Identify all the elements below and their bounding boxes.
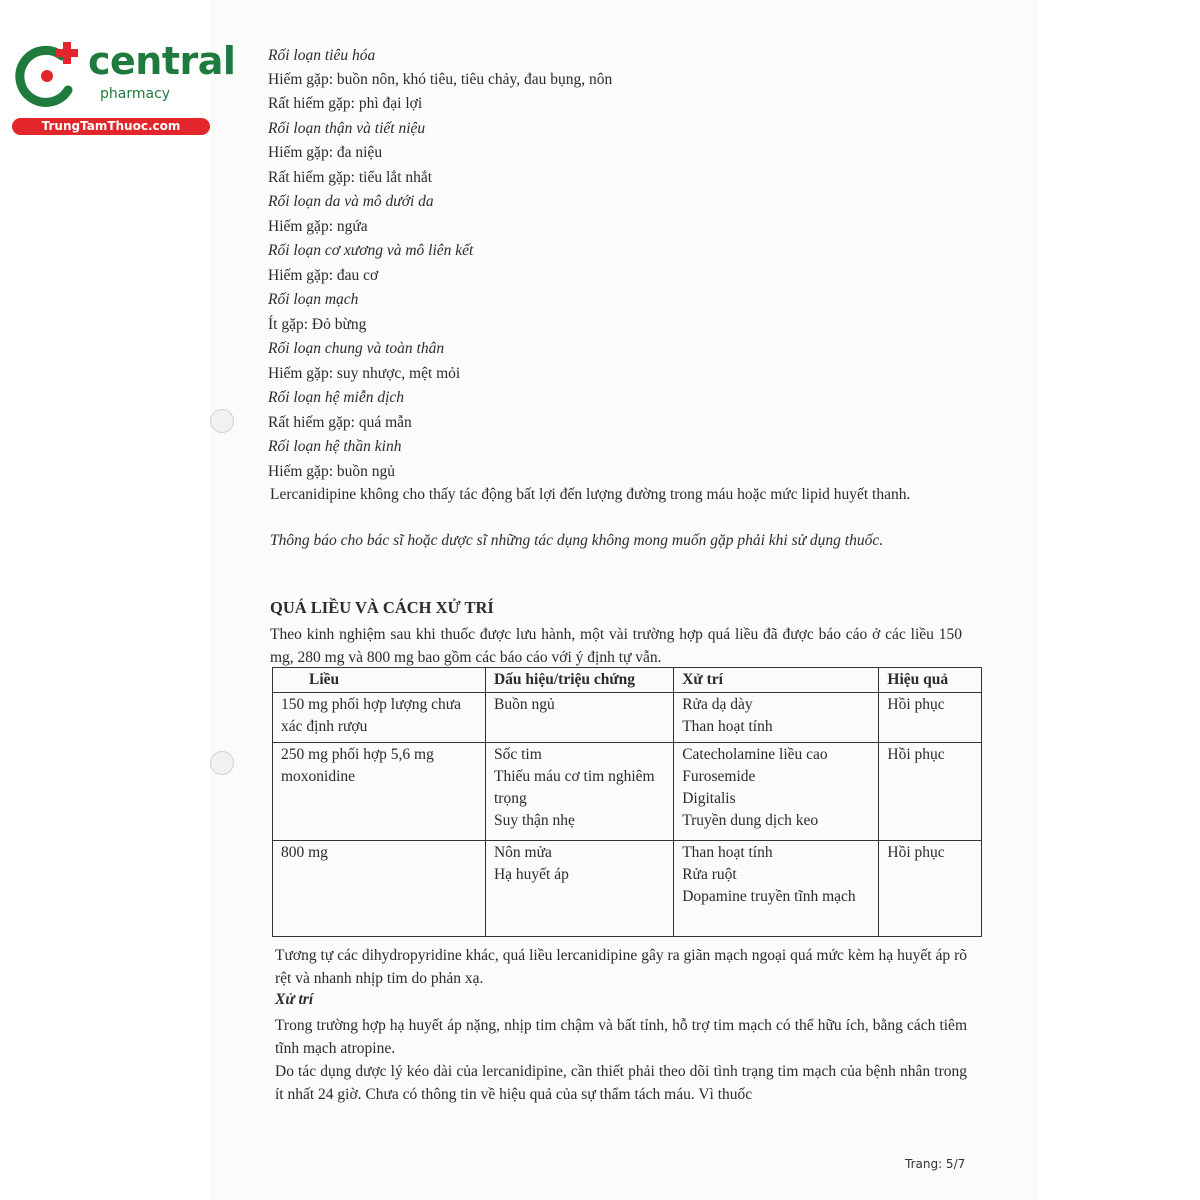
list-item: Rối loạn cơ xương và mô liên kết xyxy=(268,242,474,259)
symptom-item: Nôn mửa xyxy=(493,844,552,861)
dose-cell: 800 mg xyxy=(273,841,486,937)
outcome-cell: Hồi phục xyxy=(879,693,982,743)
list-item: Rối loạn hệ miễn dịch xyxy=(268,389,405,406)
treatment-item: Rửa dạ dày xyxy=(682,696,753,713)
symptoms-cell xyxy=(485,743,673,841)
treatment-paragraph: Trong trường hợp hạ huyết áp nặng, nhịp tim chậm và bất tỉnh, hỗ trợ tim mạch có thể hữu ích, bằng cách tiêm tĩnh mạch atropine. xyxy=(275,1017,967,1057)
logo-subtitle: pharmacy xyxy=(100,86,171,102)
list-item: Rối loạn chung và toàn thân xyxy=(268,340,445,357)
list-item: Rất hiếm gặp: phì đại lợi xyxy=(268,95,423,112)
treatment-cell xyxy=(674,693,879,743)
list-item: Hiếm gặp: đa niệu xyxy=(268,144,383,161)
logo-wordmark: central xyxy=(88,39,236,83)
central-pharmacy-logo[interactable] xyxy=(10,38,236,138)
treatment-item: Furosemide xyxy=(682,768,756,785)
treatment-item: Rửa ruột xyxy=(682,866,737,883)
overdose-heading: QUÁ LIỀU VÀ CÁCH XỬ TRÍ xyxy=(270,598,494,617)
table-row xyxy=(273,693,982,743)
list-item: Hiếm gặp: buồn nôn, khó tiêu, tiêu chảy, đau bụng, nôn xyxy=(268,71,613,88)
treatment-cell xyxy=(674,841,879,937)
list-item: Rất hiếm gặp: tiểu lắt nhắt xyxy=(268,169,432,186)
symptom-item: Buồn ngủ xyxy=(493,696,555,713)
list-item: Ít gặp: Đỏ bừng xyxy=(268,316,367,333)
header-outcome: Hiệu quả xyxy=(879,668,982,693)
dose-cell: 250 mg phối hợp 5,6 mg moxonidine xyxy=(273,743,486,841)
list-item: Rối loạn tiêu hóa xyxy=(268,47,376,64)
symptom-item: Thiếu máu cơ tim nghiêm trọng xyxy=(493,768,655,807)
notice-paragraph: Thông báo cho bác sĩ hoặc dược sĩ những tác dụng không mong muốn gặp phải khi sử dụng thuốc. xyxy=(270,532,884,549)
monitoring-paragraph: Do tác dụng dược lý kéo dài của lercanidipine, cần thiết phải theo dõi tình trạng tim mạch của bệnh nhân trong ít nhất 24 giờ. Chưa có thông tin về hiệu quả của sự thẩm tách máu. Vì thuốc xyxy=(275,1063,967,1103)
list-item: Hiếm gặp: đau cơ xyxy=(268,267,379,284)
header-dose: Liều xyxy=(273,668,486,693)
list-item: Hiếm gặp: suy nhược, mệt mỏi xyxy=(268,365,461,382)
treatment-item: Than hoạt tính xyxy=(682,844,773,861)
punch-hole-bottom xyxy=(210,751,234,775)
symptom-item: Hạ huyết áp xyxy=(493,866,569,883)
symptoms-cell xyxy=(485,841,673,937)
symptoms-cell xyxy=(485,693,673,743)
header-treatment: Xử trí xyxy=(674,668,879,693)
dose-cell: 150 mg phối hợp lượng chưa xác định rượu xyxy=(273,693,486,743)
logo-url-badge[interactable]: TrungTamThuoc.com xyxy=(12,118,210,135)
list-item: Rối loạn hệ thần kinh xyxy=(268,438,402,455)
outcome-cell: Hồi phục xyxy=(879,841,982,937)
treatment-subheading: Xử trí xyxy=(275,991,314,1008)
punch-hole-top xyxy=(210,409,234,433)
table-row xyxy=(273,841,982,937)
table-row xyxy=(273,743,982,841)
treatment-item: Digitalis xyxy=(682,790,736,807)
outcome-cell: Hồi phục xyxy=(879,743,982,841)
header-symptoms: Dấu hiệu/triệu chứng xyxy=(485,668,673,693)
list-item: Hiếm gặp: ngứa xyxy=(268,218,368,235)
treatment-cell xyxy=(674,743,879,841)
list-item: Rất hiếm gặp: quá mẫn xyxy=(268,414,412,431)
treatment-item: Dopamine truyền tĩnh mạch xyxy=(682,888,856,905)
symptom-item: Sốc tim xyxy=(493,746,542,763)
overdose-table xyxy=(272,667,982,937)
list-item: Hiếm gặp: buồn ngủ xyxy=(268,463,395,480)
treatment-item: Catecholamine liều cao xyxy=(682,746,828,763)
list-item: Rối loạn mạch xyxy=(268,291,359,308)
page-number: Trang: 5/7 xyxy=(905,1157,966,1171)
treatment-item: Than hoạt tính xyxy=(682,718,773,735)
list-item: Rối loạn thận và tiết niệu xyxy=(268,120,426,137)
symptom-item: Suy thận nhẹ xyxy=(493,812,575,829)
list-item: Rối loạn da và mô dưới da xyxy=(268,193,434,210)
treatment-item: Truyền dung dịch keo xyxy=(682,812,819,829)
table-header-row xyxy=(273,668,982,693)
logo-mark-icon xyxy=(10,38,86,114)
overdose-intro: Theo kinh nghiệm sau khi thuốc được lưu hành, một vài trường hợp quá liều đã được báo cáo ở các liều 150 mg, 280 mg và 800 mg bao gồm các báo cáo với ý định tự vẫn. xyxy=(270,626,962,666)
lipid-paragraph: Lercanidipine không cho thấy tác động bất lợi đến lượng đường trong máu hoặc mức lipid huyết thanh. xyxy=(270,486,911,503)
vasodilation-paragraph: Tương tự các dihydropyridine khác, quá liều lercanidipine gây ra giãn mạch ngoại quá mức kèm hạ huyết áp rõ rệt và nhanh nhịp tim do phản xạ. xyxy=(275,947,967,987)
